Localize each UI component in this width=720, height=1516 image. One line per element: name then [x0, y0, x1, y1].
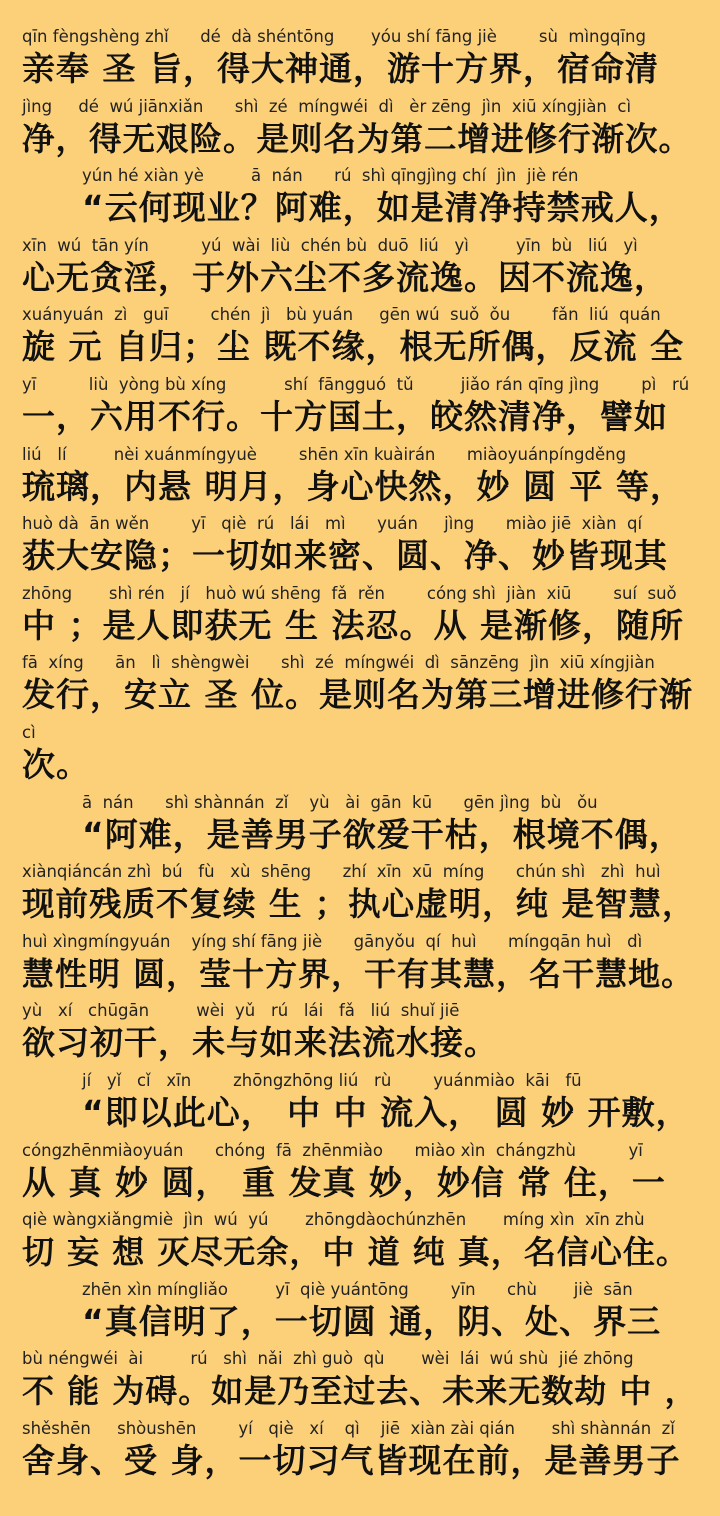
text-line-1 — [22, 26, 698, 96]
pinyin-line: bù néngwéi ài rú shì nǎi zhì guò qù wèi lái wú shù jié zhōng — [22, 1349, 634, 1369]
text-line-10 — [22, 652, 698, 722]
hanzi-line: 旋 元 自归；尘 既不缘，根无所偶，反流 全 — [22, 327, 684, 367]
text-line-18 — [22, 1209, 698, 1279]
text-line-14 — [22, 931, 698, 1001]
pinyin-line: yún hé xiàn yè ā nán rú shì qīngjìng chí jìn jiè rén — [82, 166, 579, 186]
hanzi-line: 净，得无艰险。是则名为第二增进修行渐次。 — [22, 119, 693, 158]
hanzi-line: 次。 — [22, 745, 90, 784]
text-line-16 — [82, 1070, 698, 1140]
text-line-12 — [82, 792, 698, 862]
pinyin-line: xīn wú tān yín yú wài liù chén bù duō liú yì yīn bù liú yì — [22, 235, 638, 255]
text-line-3 — [82, 165, 698, 235]
text-line-21 — [22, 1418, 698, 1488]
hanzi-line: 现前残质不复续 生 ；执心虚明，纯 是智慧， — [22, 885, 696, 924]
hanzi-line: 舍身、受 身，一切习气皆现在前，是善男子 — [22, 1441, 681, 1480]
pinyin-line: xuányuán zì guī chén jì bù yuán gēn wú suǒ ǒu fǎn liú quán — [22, 305, 661, 325]
pinyin-line: liú lí nèi xuánmíngyuè shēn xīn kuàirán miàoyuánpíngděng — [22, 444, 627, 464]
pinyin-line: xiànqiáncán zhì bú fù xù shēng zhí xīn xū míng chún shì zhì huì — [22, 862, 661, 882]
hanzi-line: 切 妄 想 灭尽无余，中 道 纯 真，名信心住。 — [22, 1233, 689, 1272]
hanzi-line: 欲习初干，未与如来法流水接。 — [22, 1023, 498, 1063]
text-line-15 — [22, 1000, 698, 1070]
hanzi-line: 获大安隐；一切如来密、圆、净、妙皆现其 — [22, 536, 668, 576]
pinyin-line: jí yǐ cǐ xīn zhōngzhōng liú rù yuánmiào kāi fū — [82, 1071, 582, 1090]
hanzi-line: “阿难，是善男子欲爱干枯，根境不偶， — [82, 814, 683, 854]
text-line-17 — [22, 1140, 698, 1210]
pinyin-line: yī liù yòng bù xíng shí fāngguó tǔ jiǎo rán qīng jìng pì rú — [22, 375, 690, 394]
hanzi-line: 中 ；是人即获无 生 法忍。从 是渐修，随所 — [22, 605, 684, 645]
pinyin-line: qiè wàngxiǎngmiè jìn wú yú zhōngdàochúnzhēn míng xìn xīn zhù — [22, 1210, 645, 1230]
hanzi-line: 发行，安立 圣 位。是则名为第三增进修行渐 — [22, 675, 693, 715]
hanzi-line: 一，六用不行。十方国土，皎然清净，譬如 — [22, 397, 668, 436]
text-line-13 — [22, 861, 698, 931]
text-line-8 — [22, 513, 698, 583]
text-line-5 — [22, 304, 698, 374]
text-line-20 — [22, 1348, 698, 1418]
pinyin-line: cóngzhēnmiàoyuán chóng fā zhēnmiào miào xìn chángzhù yī — [22, 1140, 643, 1160]
pinyin-line: zhēn xìn míngliǎo yī qiè yuántōng yīn chù jiè sān — [82, 1279, 633, 1299]
hanzi-line: “真信明了，一切圆 通，阴、处、界三 — [82, 1301, 662, 1341]
hanzi-line: 慧性明 圆，莹十方界，干有其慧，名干慧地。 — [22, 954, 695, 993]
pinyin-line: zhōng shì rén jí huò wú shēng fǎ rěn cóng shì jiàn xiū suí suǒ — [22, 583, 677, 603]
hanzi-line: “云何现业？阿难，如是清净持禁戒人， — [82, 188, 683, 228]
pinyin-line: shěshēn shòushēn yí qiè xí qì jiē xiàn zài qián shì shànnán zǐ — [22, 1419, 675, 1438]
text-line-11 — [22, 722, 698, 792]
pinyin-line: yù xí chūgān wèi yǔ rú lái fǎ liú shuǐ jiē — [22, 1001, 460, 1021]
hanzi-line: 从 真 妙 圆， 重 发真 妙，妙信 常 住，一 — [22, 1162, 666, 1202]
pinyin-line: huò dà ān wěn yī qiè rú lái mì yuán jìng miào jiē xiàn qí — [22, 514, 643, 534]
text-line-7 — [22, 444, 698, 514]
hanzi-line: 心无贪淫，于外六尘不多流逸。因不流逸， — [22, 257, 668, 297]
hanzi-line: 亲奉 圣 旨，得大神通，游十方界，宿命清 — [22, 49, 659, 88]
pinyin-line: fā xíng ān lì shèngwèi shì zé míngwéi dì sānzēng jìn xiū xíngjiàn — [22, 653, 655, 673]
hanzi-line: 不 能 为碍。如是乃至过去、未来无数劫 中 ， — [22, 1372, 698, 1411]
text-line-6 — [22, 374, 698, 444]
pinyin-line: ā nán shì shànnán zǐ yù ài gān kū gēn jìng bù ǒu — [82, 792, 598, 812]
pinyin-line: jìng dé wú jiānxiǎn shì zé míngwéi dì èr zēng jìn xiū xíngjiàn cì — [22, 96, 632, 116]
text-line-19 — [82, 1279, 698, 1349]
pinyin-line: huì xìngmíngyuán yíng shí fāng jiè gānyǒu qí huì míngqān huì dì — [22, 931, 643, 951]
hanzi-line: “即以此心， 中 中 流入， 圆 妙 开敷， — [82, 1093, 690, 1132]
text-line-2 — [22, 96, 698, 166]
pinyin-line: qīn fèngshèng zhǐ dé dà shéntōng yóu shí fāng jiè sù mìngqīng — [22, 27, 646, 46]
hanzi-line: 琉璃，内悬 明月，身心快然，妙 圆 平 等， — [22, 466, 684, 506]
text-line-4 — [22, 235, 698, 305]
text-line-9 — [22, 583, 698, 653]
pinyin-line: cì — [22, 723, 36, 742]
